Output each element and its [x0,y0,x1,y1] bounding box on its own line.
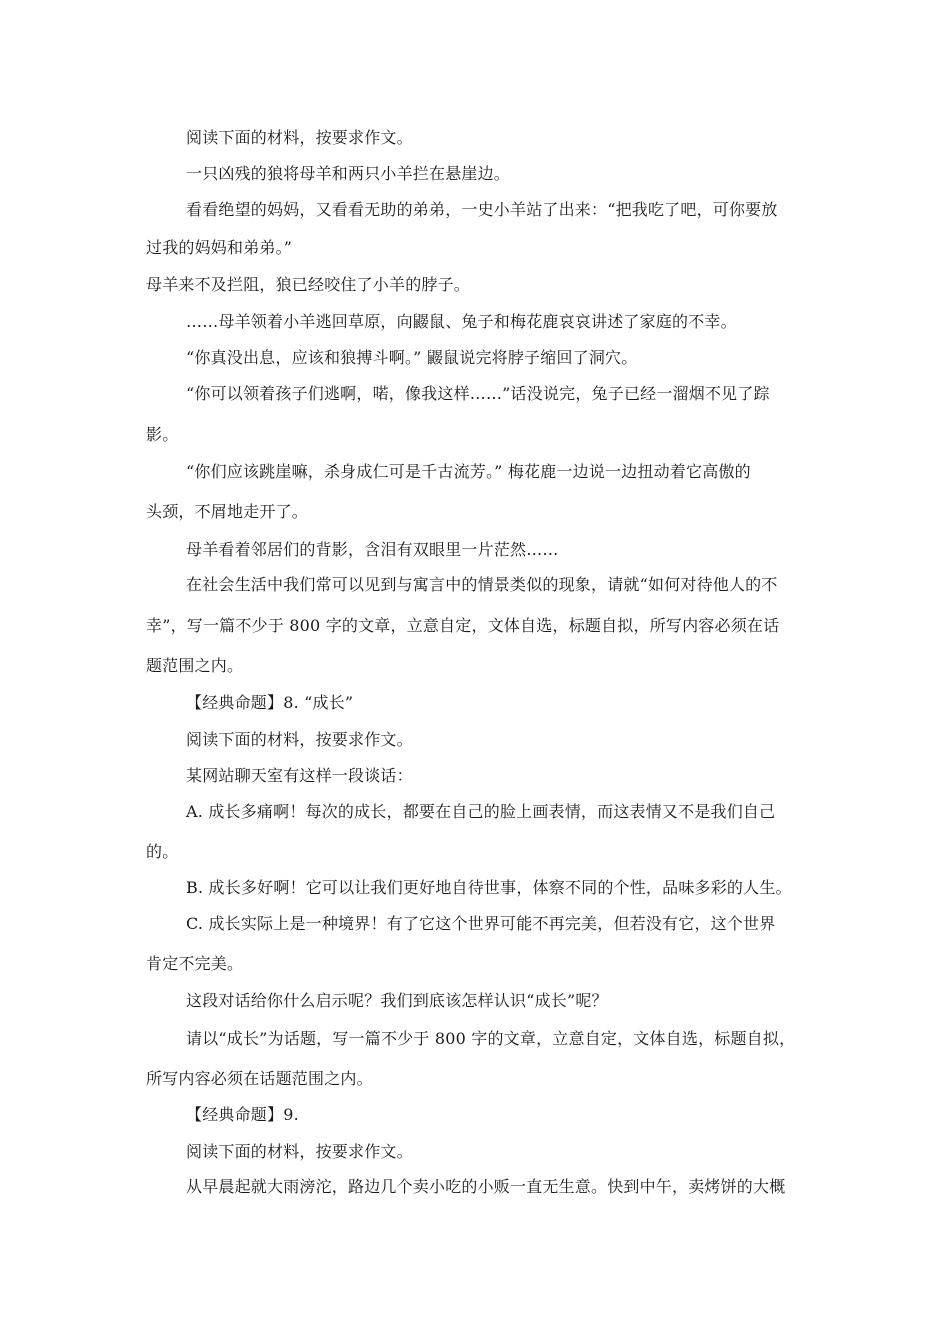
paragraph-line: 在社会生活中我们常可以见到与寓言中的情景类似的现象，请就“如何对待他人的不 [186,575,778,594]
paragraph-line: 母羊看着邻居们的背影，含泪有双眼里一片茫然…… [186,540,559,559]
paragraph-line: 所写内容必须在话题范围之内。 [146,1069,373,1088]
paragraph-line: 肯定不完美。 [146,954,244,973]
paragraph-line: 阅读下面的材料，按要求作文。 [186,730,413,749]
paragraph-line: 过我的妈妈和弟弟。” [146,238,293,257]
paragraph-line: C. 成长实际上是一种境界！有了它这个世界可能不再完美，但若没有它，这个世界 [186,914,776,933]
paragraph-line: 头颈，不屑地走开了。 [146,502,309,521]
paragraph-line: 某网站聊天室有这样一段谈话： [186,766,413,785]
paragraph-line: 阅读下面的材料，按要求作文。 [186,1142,413,1161]
section-heading: 【经典命题】9. [186,1105,299,1124]
paragraph-line: 影。 [146,425,179,444]
paragraph-line: 阅读下面的材料，按要求作文。 [186,128,413,147]
paragraph-line: B. 成长多好啊！它可以让我们更好地自待世事，体察不同的个性，品味多彩的人生。 [186,878,792,897]
paragraph-line: 请以“成长”为话题，写一篇不少于 800 字的文章，立意自定，文体自选，标题自拟， [186,1029,796,1048]
paragraph-line: “你真没出息，应该和狼搏斗啊。” 鼹鼠说完将脖子缩回了洞穴。 [186,348,638,367]
paragraph-line: “你可以领着孩子们逃啊，喏，像我这样……”话没说完，兔子已经一溜烟不见了踪 [186,384,770,403]
paragraph-line: 从早晨起就大雨滂沱，路边几个卖小吃的小贩一直无生意。快到中午，卖烤饼的大概 [186,1177,786,1196]
paragraph-line: ……母羊领着小羊逃回草原，向鼹鼠、兔子和梅花鹿哀哀讲述了家庭的不幸。 [186,312,737,331]
section-heading: 【经典命题】8. “成长” [186,693,354,712]
paragraph-line: “你们应该跳崖嘛，杀身成仁可是千古流芳。” 梅花鹿一边说一边扭动着它高傲的 [186,462,751,481]
paragraph-line: 幸”，写一篇不少于 800 字的文章，立意自定，文体自选，标题自拟，所写内容必须在话 [146,616,780,635]
paragraph-line: 看看绝望的妈妈，又看看无助的弟弟，一史小羊站了出来：“把我吃了吧，可你要放 [186,200,778,219]
paragraph-line: 这段对话给你什么启示呢？我们到底该怎样认识“成长”呢？ [186,991,608,1010]
paragraph-line: 题范围之内。 [146,656,244,675]
paragraph-line: 母羊来不及拦阻，狼已经咬住了小羊的脖子。 [146,275,471,294]
paragraph-line: A. 成长多痛啊！每次的成长，都要在自己的脸上画表情，而这表情又不是我们自己 [186,802,776,821]
paragraph-line: 的。 [146,842,179,861]
paragraph-line: 一只凶残的狼将母羊和两只小羊拦在悬崖边。 [186,164,511,183]
